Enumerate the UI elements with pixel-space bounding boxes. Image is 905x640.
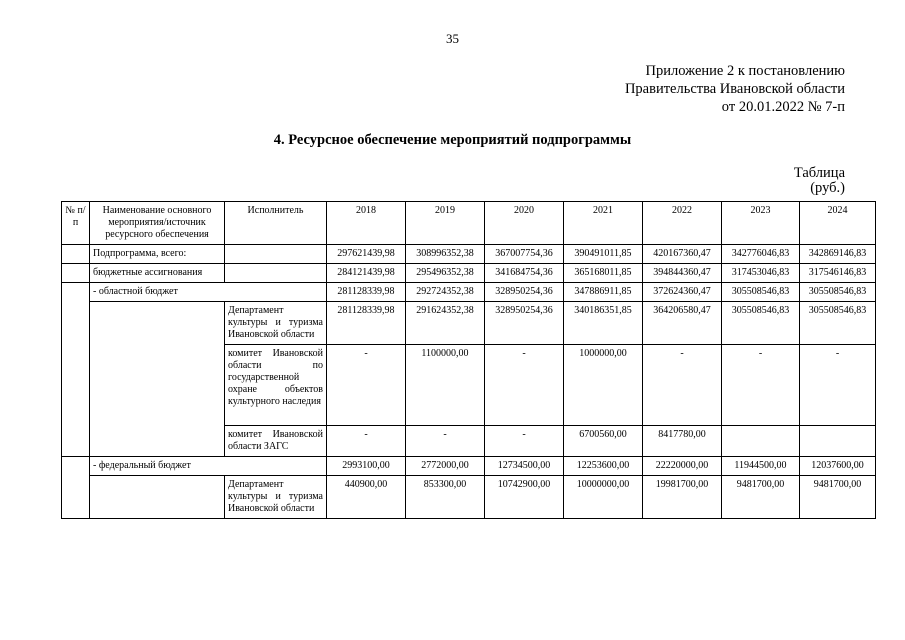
cell-value: 291624352,38 — [406, 302, 485, 345]
cell-value: 341684754,36 — [485, 264, 564, 283]
cell-value: - — [406, 426, 485, 457]
header-year: 2020 — [485, 202, 564, 245]
table-row-regional-budget — [62, 283, 876, 302]
cell-value: 347886911,85 — [564, 283, 643, 302]
cell-value: 1000000,00 — [564, 345, 643, 426]
header-name: Наименование основного мероприятия/источник ресурсного обеспечения — [90, 202, 225, 245]
header-executor: Исполнитель — [225, 202, 327, 245]
table-row-executor-culture-dept-federal — [62, 476, 876, 519]
page-number: 35 — [446, 31, 459, 46]
cell-value: 2772000,00 — [406, 457, 485, 476]
table-caption-title: Таблица — [793, 165, 845, 181]
section-heading: 4. Ресурсное обеспечение мероприятий подпрограммы — [273, 132, 632, 148]
cell-value: 853300,00 — [406, 476, 485, 519]
cell-value: - — [800, 345, 876, 426]
cell-value: - — [485, 426, 564, 457]
cell-value: 8417780,00 — [643, 426, 722, 457]
cell-value: 2993100,00 — [327, 457, 406, 476]
cell-value: 284121439,98 — [327, 264, 406, 283]
cell-value: 1100000,00 — [406, 345, 485, 426]
cell-name: - областной бюджет — [90, 283, 327, 302]
cell-num — [62, 264, 90, 283]
appendix-line-2: Правительства Ивановской области — [624, 81, 845, 97]
cell-value: 365168011,85 — [564, 264, 643, 283]
cell-value: 295496352,38 — [406, 264, 485, 283]
cell-value: 281128339,98 — [327, 283, 406, 302]
cell-executor — [225, 264, 327, 283]
cell-name — [90, 476, 225, 519]
resource-table — [61, 201, 876, 519]
header-year: 2023 — [722, 202, 800, 245]
cell-name: бюджетные ассигнования — [90, 264, 225, 283]
table-row-executor-culture-dept — [62, 302, 876, 345]
cell-executor: комитет Ивановской области по государственной охране объектов культурного наследия — [225, 345, 327, 426]
cell-name — [90, 302, 225, 457]
cell-value: 342776046,83 — [722, 245, 800, 264]
header-num: № п/п — [62, 202, 90, 245]
cell-value: 308996352,38 — [406, 245, 485, 264]
appendix-line-1: Приложение 2 к постановлению — [645, 63, 845, 79]
table-row-subprogram-total — [62, 245, 876, 264]
cell-value: 317546146,83 — [800, 264, 876, 283]
appendix-line-3: от 20.01.2022 № 7-п — [721, 99, 845, 115]
header-year: 2019 — [406, 202, 485, 245]
cell-value: 22220000,00 — [643, 457, 722, 476]
cell-value: 390491011,85 — [564, 245, 643, 264]
cell-value: 420167360,47 — [643, 245, 722, 264]
cell-value: 305508546,83 — [800, 283, 876, 302]
table-row-federal-budget — [62, 457, 876, 476]
cell-value: 367007754,36 — [485, 245, 564, 264]
cell-name: Подпрограмма, всего: — [90, 245, 225, 264]
cell-value: 12253600,00 — [564, 457, 643, 476]
cell-value: 9481700,00 — [722, 476, 800, 519]
cell-value: 12734500,00 — [485, 457, 564, 476]
table-caption-units: (руб.) — [810, 180, 845, 196]
cell-value: - — [327, 345, 406, 426]
table-row-budget-allocations — [62, 264, 876, 283]
cell-value: - — [722, 345, 800, 426]
cell-num — [62, 457, 90, 519]
cell-value: - — [327, 426, 406, 457]
cell-value: 12037600,00 — [800, 457, 876, 476]
cell-value: 281128339,98 — [327, 302, 406, 345]
cell-value: 10000000,00 — [564, 476, 643, 519]
cell-value: 10742900,00 — [485, 476, 564, 519]
cell-value: - — [485, 345, 564, 426]
table-header-row — [62, 202, 876, 245]
cell-value: 317453046,83 — [722, 264, 800, 283]
cell-value: 305508546,83 — [722, 283, 800, 302]
header-year: 2018 — [327, 202, 406, 245]
cell-value: 305508546,83 — [722, 302, 800, 345]
cell-executor: Департамент культуры и туризма Ивановской области — [225, 476, 327, 519]
header-year: 2024 — [800, 202, 876, 245]
appendix-reference — [625, 62, 845, 116]
cell-num — [62, 245, 90, 264]
header-year: 2022 — [643, 202, 722, 245]
cell-value — [800, 426, 876, 457]
header-year: 2021 — [564, 202, 643, 245]
cell-executor: Департамент культуры и туризма Ивановской области — [225, 302, 327, 345]
cell-value: 364206580,47 — [643, 302, 722, 345]
cell-value: 305508546,83 — [800, 302, 876, 345]
cell-value: 297621439,98 — [327, 245, 406, 264]
cell-value: 440900,00 — [327, 476, 406, 519]
cell-value: 6700560,00 — [564, 426, 643, 457]
cell-executor — [225, 245, 327, 264]
cell-value: 292724352,38 — [406, 283, 485, 302]
cell-value: 11944500,00 — [722, 457, 800, 476]
cell-value: 19981700,00 — [643, 476, 722, 519]
table-caption — [794, 166, 845, 196]
cell-value: 9481700,00 — [800, 476, 876, 519]
cell-value: 340186351,85 — [564, 302, 643, 345]
cell-num — [62, 283, 90, 457]
cell-value: - — [643, 345, 722, 426]
cell-value: 328950254,36 — [485, 302, 564, 345]
cell-value — [722, 426, 800, 457]
cell-executor: комитет Ивановской области ЗАГС — [225, 426, 327, 457]
cell-value: 328950254,36 — [485, 283, 564, 302]
cell-value: 394844360,47 — [643, 264, 722, 283]
cell-value: 342869146,83 — [800, 245, 876, 264]
cell-value: 372624360,47 — [643, 283, 722, 302]
cell-name: - федеральный бюджет — [90, 457, 327, 476]
